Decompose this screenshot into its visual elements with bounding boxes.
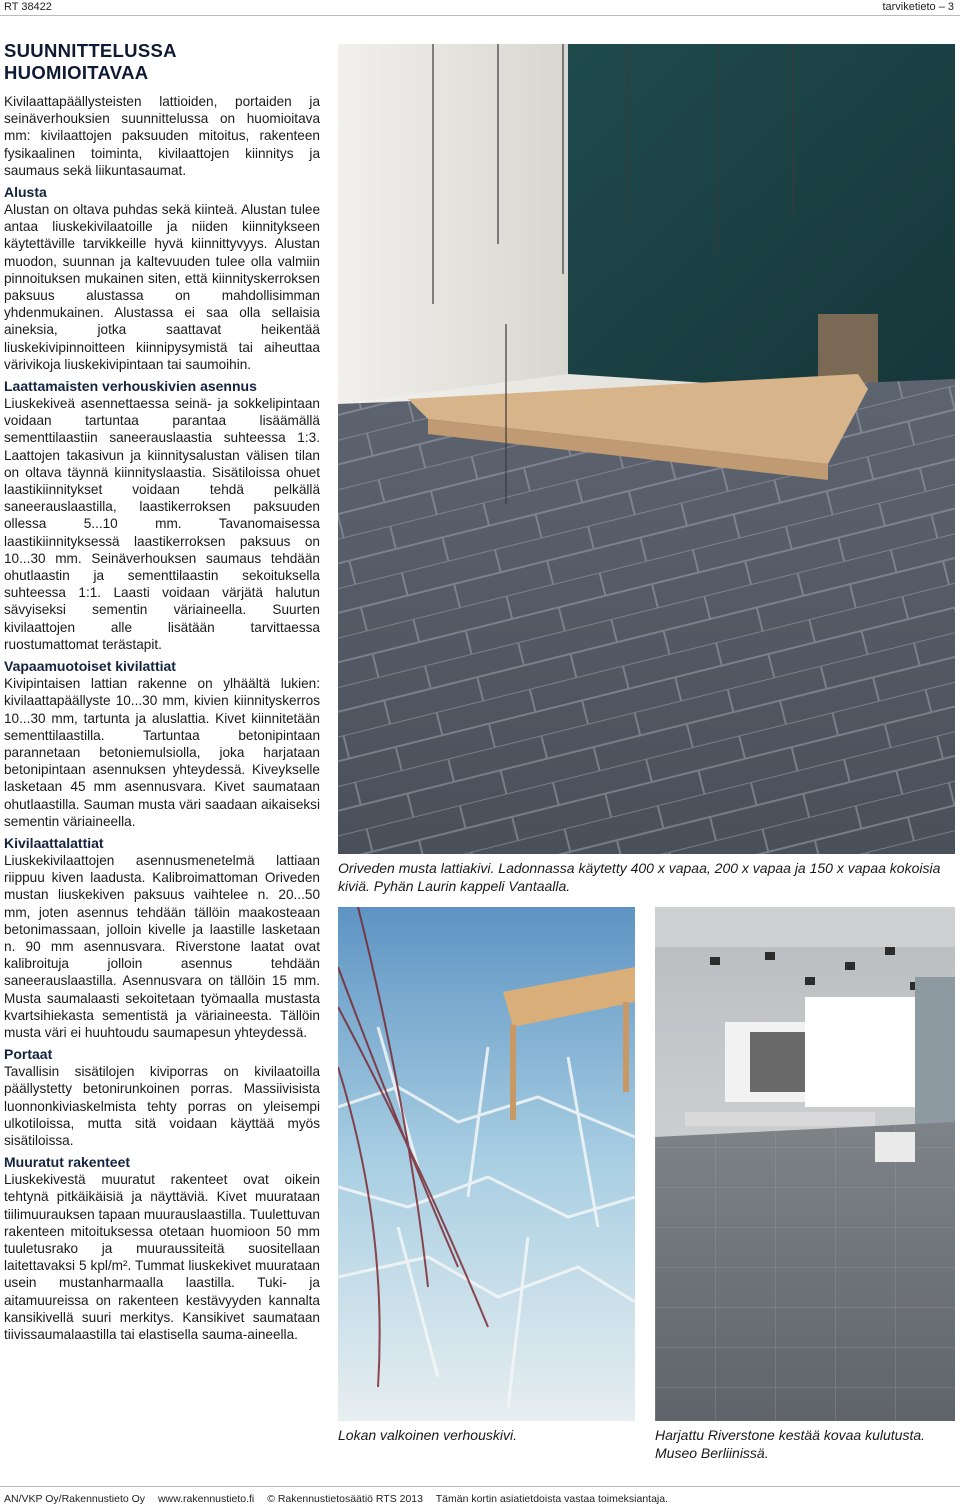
alusta-heading: Alusta xyxy=(4,184,47,201)
footer-url[interactable]: www.rakennustieto.fi xyxy=(157,1493,255,1505)
chapel-caption: Oriveden musta lattiakivi. Ladonnassa käytetty 400 x vapaa, 200 x vapaa ja 150 x vapaa kokoisia kiviä. Pyhän Laurin kappeli Vantaalla. xyxy=(338,860,941,894)
kivi-heading: Kivilaattalattiat xyxy=(4,834,104,851)
footer-org: AN/VKP Oy/Rakennustieto Oy xyxy=(4,1493,146,1505)
muurattu-heading: Muuratut rakenteet xyxy=(4,1154,131,1171)
vapaa-heading: Vapaamuotoiset kivilattiat xyxy=(4,658,176,675)
header-divider xyxy=(0,15,960,16)
alusta-paragraph: Alustan on oltava puhdas sekä kiinteä. Alustan tulee antaa liuskekivilaatoille ja niiden kiinnitykseen käytettäville tarvikkeille hyvä kiinnittyvyys. Alustan muodon, suunnan ja kaltevuuden tulee olla valmiin pinnoituksen mukainen siten, että kiinnityskerroksen paksuus alustassa on mahdollisimman yhdenmukainen. Alustassa ei saa olla sellaisia aineksia, jotka saattavat heikentää liuskekivipinnoitteen kiinnipysymistä tai aiheuttaa värivikoja liuskekivipintaan tai saumoihin. xyxy=(4,202,320,372)
section-page-label: tarviketieto – 3 xyxy=(882,1,954,13)
footer-disclaimer: Tämän kortin asiatietdoista vastaa toimeksiantaja. xyxy=(435,1493,669,1505)
page-code: RT 38422 xyxy=(4,1,52,13)
laatta-paragraph: Liuskekiveä asennettaessa seinä- ja sokkelipintaan voidaan tartuntaa parantaa lisäämällä sementtilaastiin saneerauslaastia suhteessa 1:3. Laattojen takasivun ja kiinnitysalustan välisen tilan on oltava täynnä kiinnityslaastia. Sisätiloissa ohuet laastikiinnitykset voidaan tehdä pelkällä saneerauslaastilla, laastikerroksen paksuuden ollessa 5...10 mm. Tavanomaisessa laastikiinnityksessä laastikerroksen paksuus on 10...30 mm. Seinäverhouksen saumaus tehdään ohutlaastin ja sementtilaastin sekoituksella suhteessa 1:1. Laasti voidaan värjätä halutun sävyiseksi sementin väriaineella. Suurten kivilaattojen alle lisätään tarvittaessa ruostumattomat terästapit. xyxy=(4,396,320,652)
text-column xyxy=(4,40,320,1346)
kivi-paragraph: Liuskekivilaattojen asennusmenetelmä lattiaan riippuu kiven laadusta. Kalibroimattoman Oriveden mustan liuskekiven paksuus vaihtelee n. 20...50 mm, joten asennus tehdään tällöin maakosteaan betonimassaan, jolloin kivelle ja laastille lasketaan n. 90 mm asennusvara. Riverstone laatat ovat kalibroituja jolloin asennus tehdään saneerauslaastilla. Asennusvara on tällöin 15 mm. Musta saumalaasti sekoitetaan työmaalla mustasta kvartsihiekasta sementistä ja väriaineesta. Tällöin musta väri ei huuhtoudu saumapesun yhteydessä. xyxy=(4,852,320,1040)
lokan-caption: Lokan valkoinen verhouskivi. xyxy=(338,1427,517,1443)
muurattu-paragraph: Liuskekivestä muuratut rakenteet ovat oikein tehtynä pitkäikäisiä ja näyttäviä. Kivet muurataan tiilimuurauksen tapaan muurauslaastilla. Tuulettuvan rakenteen mitoituksessa otetaan huomioon 50 mm tuuletusrako ja muuraussiteitä suositellaan laitettavaksi 5 kpl/m². Tummat liuskekivet muurataan usein mustanharmaalla laastilla. Tuki- ja aitamuureissa on rakenteen kestävyyden kannalta kansikivellä suuri merkitys. Kansikivet saumataan tiivissaumalaastilla tai elastisella sauma-aineella. xyxy=(4,1172,320,1342)
lokan-photo xyxy=(338,907,635,1421)
museum-photo xyxy=(655,907,955,1421)
page-title: SUUNNITTELUSSA HUOMIOITAVAA xyxy=(4,40,177,83)
footer-divider xyxy=(0,1486,960,1487)
vapaa-paragraph: Kivipintaisen lattian rakenne on ylhäältä lukien: kivilaattapäällyste 10...30 mm, kivien kiinnityskerros 10...30 mm, tartunta ja aluslattia. Kivet kiinnitetään sementtilaastilla. Tartuntaa betonipintaan parannetaan betoniemulsiolla, joka harjataan betonipintaan asennuksen yhteydessä. Kiveykselle lasketaan 45 mm asennusvara. Kivet saumataan ohutlaastilla. Sauman musta väri saadaan aikaiseksi sementin väriaineella. xyxy=(4,676,320,829)
laatta-heading: Laattamaisten verhouskivien asennus xyxy=(4,378,257,395)
intro-paragraph: Kivilaattapäällysteisten lattioiden, portaiden ja seinäverhouksien suunnittelussa on huomioitava mm: kivilaattojen paksuuden mitoitus, rakenteen fysikaalinen toiminta, kivilaattojen kiinnitys ja saumaus sekä liikuntasaumat. xyxy=(4,94,320,178)
chapel-photo xyxy=(338,44,955,854)
footer-copyright: © Rakennustietosäätiö RTS 2013 xyxy=(267,1493,423,1505)
museum-caption: Harjattu Riverstone kestää kovaa kulutusta. Museo Berliinissä. xyxy=(655,1427,926,1461)
portaat-paragraph: Tavallisin sisätilojen kiviporras on kivilaatoilla päällystetty betonirunkoinen porras. Massiivisista luonnonkiviaskelmista tehty porras on yleisempi ulkotiloissa, mutta sitä voidaan käyttää myös sisätiloissa. xyxy=(4,1064,320,1148)
portaat-heading: Portaat xyxy=(4,1046,53,1063)
page-footer xyxy=(4,1493,678,1506)
